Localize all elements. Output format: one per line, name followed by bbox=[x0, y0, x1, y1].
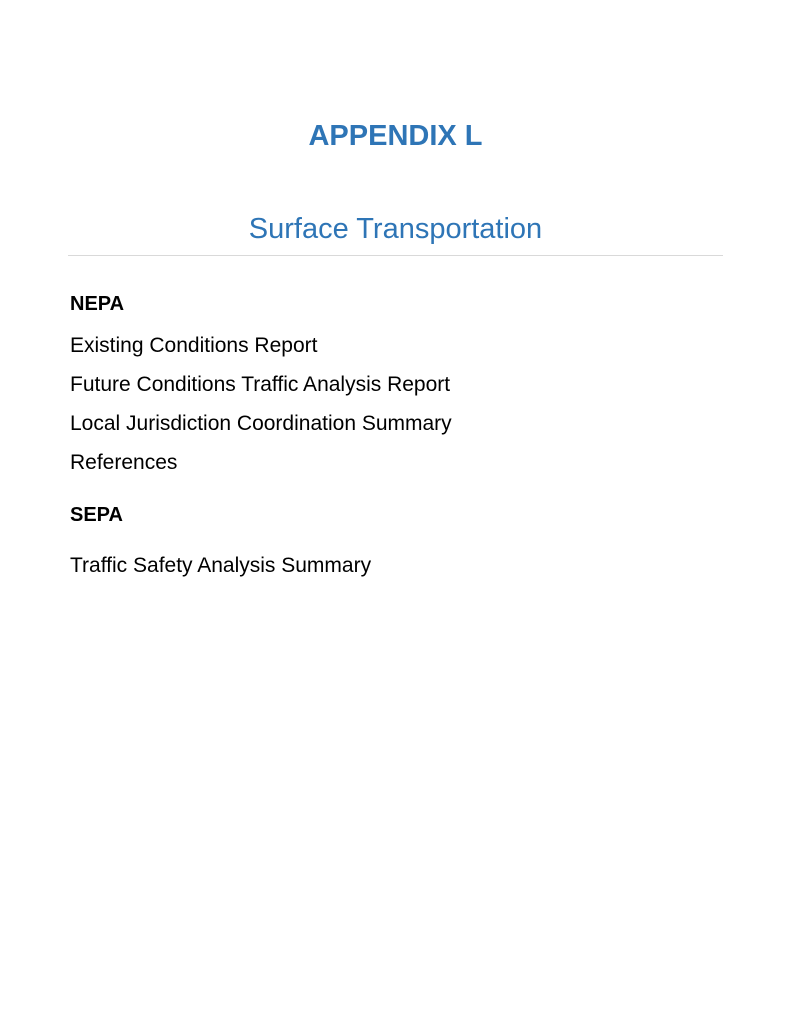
list-item: Existing Conditions Report bbox=[70, 334, 318, 357]
appendix-title: APPENDIX L bbox=[308, 120, 483, 152]
section-heading-nepa: NEPA bbox=[70, 293, 125, 315]
list-item: References bbox=[70, 451, 178, 474]
list-item: Local Jurisdiction Coordination Summary bbox=[70, 412, 452, 435]
appendix-subtitle: Surface Transportation bbox=[248, 213, 543, 245]
divider-rule bbox=[68, 255, 723, 256]
list-item: Future Conditions Traffic Analysis Report bbox=[70, 373, 451, 396]
list-item: Traffic Safety Analysis Summary bbox=[70, 554, 372, 577]
section-heading-sepa: SEPA bbox=[70, 504, 123, 526]
